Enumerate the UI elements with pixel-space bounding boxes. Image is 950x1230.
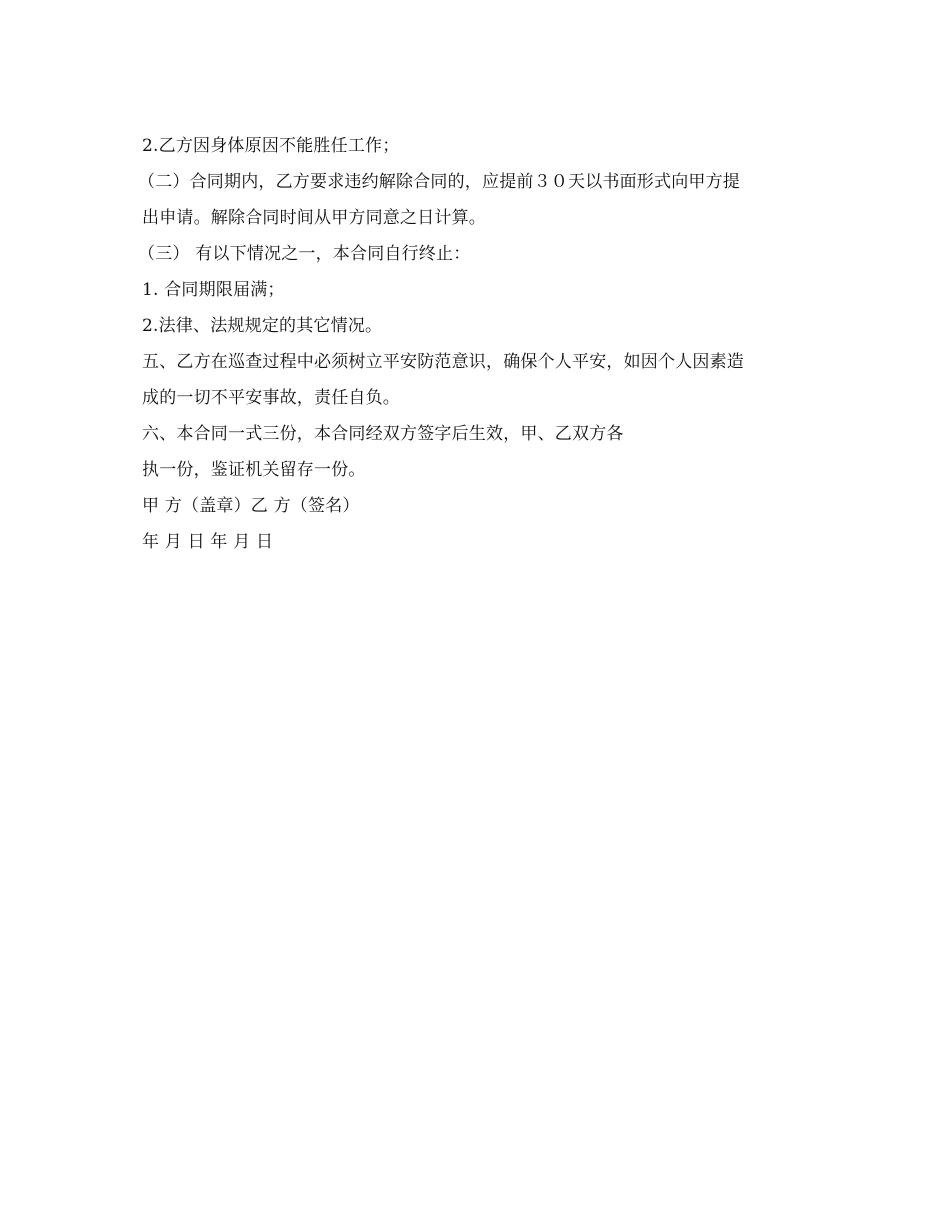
clause-line: （三） 有以下情况之一，本合同自行终止： — [138, 244, 471, 264]
clause-line: 1. 合同期限届满； — [142, 280, 285, 300]
clause-line: 执一份，鉴证机关留存一份。 — [142, 460, 366, 480]
date-line: 年 月 日 年 月 日 — [142, 532, 274, 552]
clause-line: 六、本合同一式三份，本合同经双方签字后生效，甲、乙双方各 — [142, 424, 624, 444]
clause-line: 2.乙方因身体原因不能胜任工作； — [142, 136, 400, 156]
clause-line: 出申请。解除合同时间从甲方同意之日计算。 — [142, 208, 486, 228]
clause-line: 五、乙方在巡查过程中必须树立平安防范意识，确保个人平安，如因个人因素造 — [142, 352, 744, 372]
clause-line: （二）合同期内，乙方要求违约解除合同的，应提前３０天以书面形式向甲方提 — [138, 172, 740, 192]
signature-line: 甲 方（盖章）乙 方（签名） — [142, 496, 360, 516]
clause-line: 成的一切不平安事故，责任自负。 — [142, 388, 400, 408]
clause-line: 2.法律、法规规定的其它情况。 — [142, 316, 383, 336]
document-body — [138, 128, 802, 560]
